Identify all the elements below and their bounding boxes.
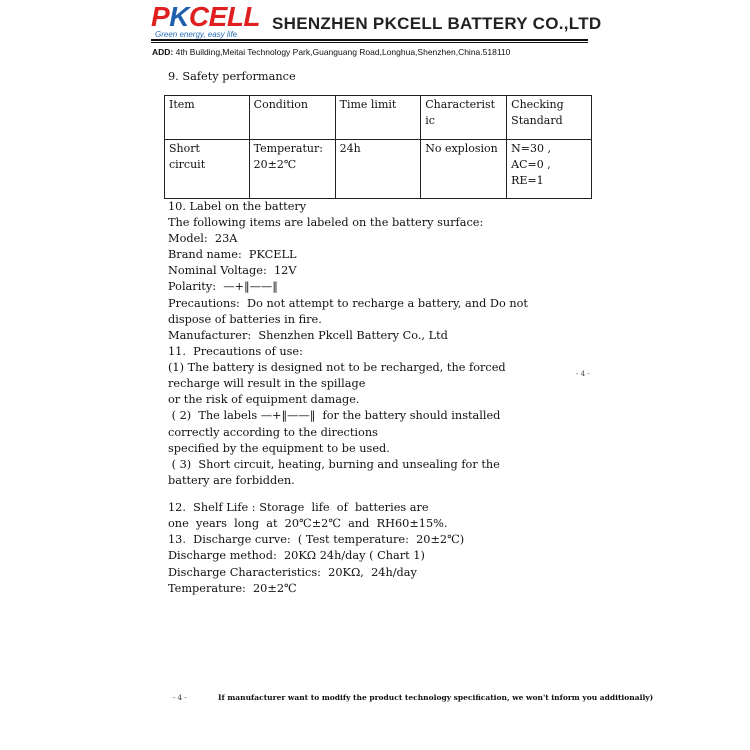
model-line: Model: 23A xyxy=(168,232,238,245)
text-line: Precautions: Do not attempt to recharge a battery, and Do not xyxy=(168,297,528,310)
logo-slogan: Green energy, easy life xyxy=(155,30,238,39)
text-line: Temperature: 20±2℃ xyxy=(168,582,297,595)
table-header-row xyxy=(165,96,592,140)
header-rule-thin xyxy=(151,42,588,43)
header-rule-thick xyxy=(151,39,588,41)
section-10-heading: 10. Label on the battery xyxy=(168,200,307,213)
table-cell: Short circuit xyxy=(165,140,250,199)
table-cell: No explosion xyxy=(421,140,507,199)
company-address xyxy=(152,47,510,57)
pkcell-logo: PKCELL xyxy=(151,1,261,32)
safety-performance-table xyxy=(164,95,592,199)
table-cell: 24h xyxy=(335,140,421,199)
text-line: specified by the equipment to be used. xyxy=(168,442,390,455)
section-13-heading: 13. Discharge curve: ( Test temperature: 20±2℃) xyxy=(168,533,465,546)
section-9-heading: 9. Safety performance xyxy=(168,70,296,83)
table-cell: N=30 , AC=0 , RE=1 xyxy=(507,140,592,199)
column-header: Item xyxy=(165,96,250,140)
text-line: ( 2) The labels —+‖——‖ for the battery should installed xyxy=(168,409,501,422)
text-line: Discharge method: 20KΩ 24h/day ( Chart 1) xyxy=(168,549,425,562)
letterhead xyxy=(0,0,750,60)
text-line: or the risk of equipment damage. xyxy=(168,393,360,406)
column-header: Condition xyxy=(249,96,335,140)
table-row xyxy=(165,140,592,199)
text-line: Discharge Characteristics: 20KΩ, 24h/day xyxy=(168,566,417,579)
text-line: (1) The battery is designed not to be recharged, the forced xyxy=(168,361,506,374)
company-name: SHENZHEN PKCELL BATTERY CO.,LTD xyxy=(272,14,602,33)
text-line: The following items are labeled on the battery surface: xyxy=(168,216,484,229)
section-11-heading: 11. Precautions of use: xyxy=(168,345,303,358)
address-label: ADD: xyxy=(152,47,174,57)
voltage-line: Nominal Voltage: 12V xyxy=(168,264,297,277)
text-line: battery are forbidden. xyxy=(168,474,295,487)
section-12-heading: 12. Shelf Life : Storage life of batteries are xyxy=(168,501,429,514)
text-line: correctly according to the directions xyxy=(168,426,378,439)
footer-note: If manufacturer want to modify the product technology specification, we won't inform you additionally) xyxy=(218,693,654,702)
text-line: recharge will result in the spillage xyxy=(168,377,366,390)
text-line: one years long at 20℃±2℃ and RH60±15%. xyxy=(168,517,448,530)
footer-page-number: - 4 - xyxy=(173,694,187,702)
manufacturer-line: Manufacturer: Shenzhen Pkcell Battery Co., Ltd xyxy=(168,329,448,342)
brand-line: Brand name: PKCELL xyxy=(168,248,297,261)
side-page-number: - 4 - xyxy=(576,370,590,378)
polarity-line: Polarity: —+‖——‖ xyxy=(168,280,278,293)
text-line: dispose of batteries in fire. xyxy=(168,313,322,326)
address-text: 4th Building,Meitai Technology Park,Guanguang Road,Longhua,Shenzhen,China.518110 xyxy=(175,47,511,57)
table-cell: Temperatur: 20±2℃ xyxy=(249,140,335,199)
text-line: ( 3) Short circuit, heating, burning and unsealing for the xyxy=(168,458,500,471)
column-header: Time limit xyxy=(335,96,421,140)
column-header: Characterist ic xyxy=(421,96,507,140)
column-header: Checking Standard xyxy=(507,96,592,140)
